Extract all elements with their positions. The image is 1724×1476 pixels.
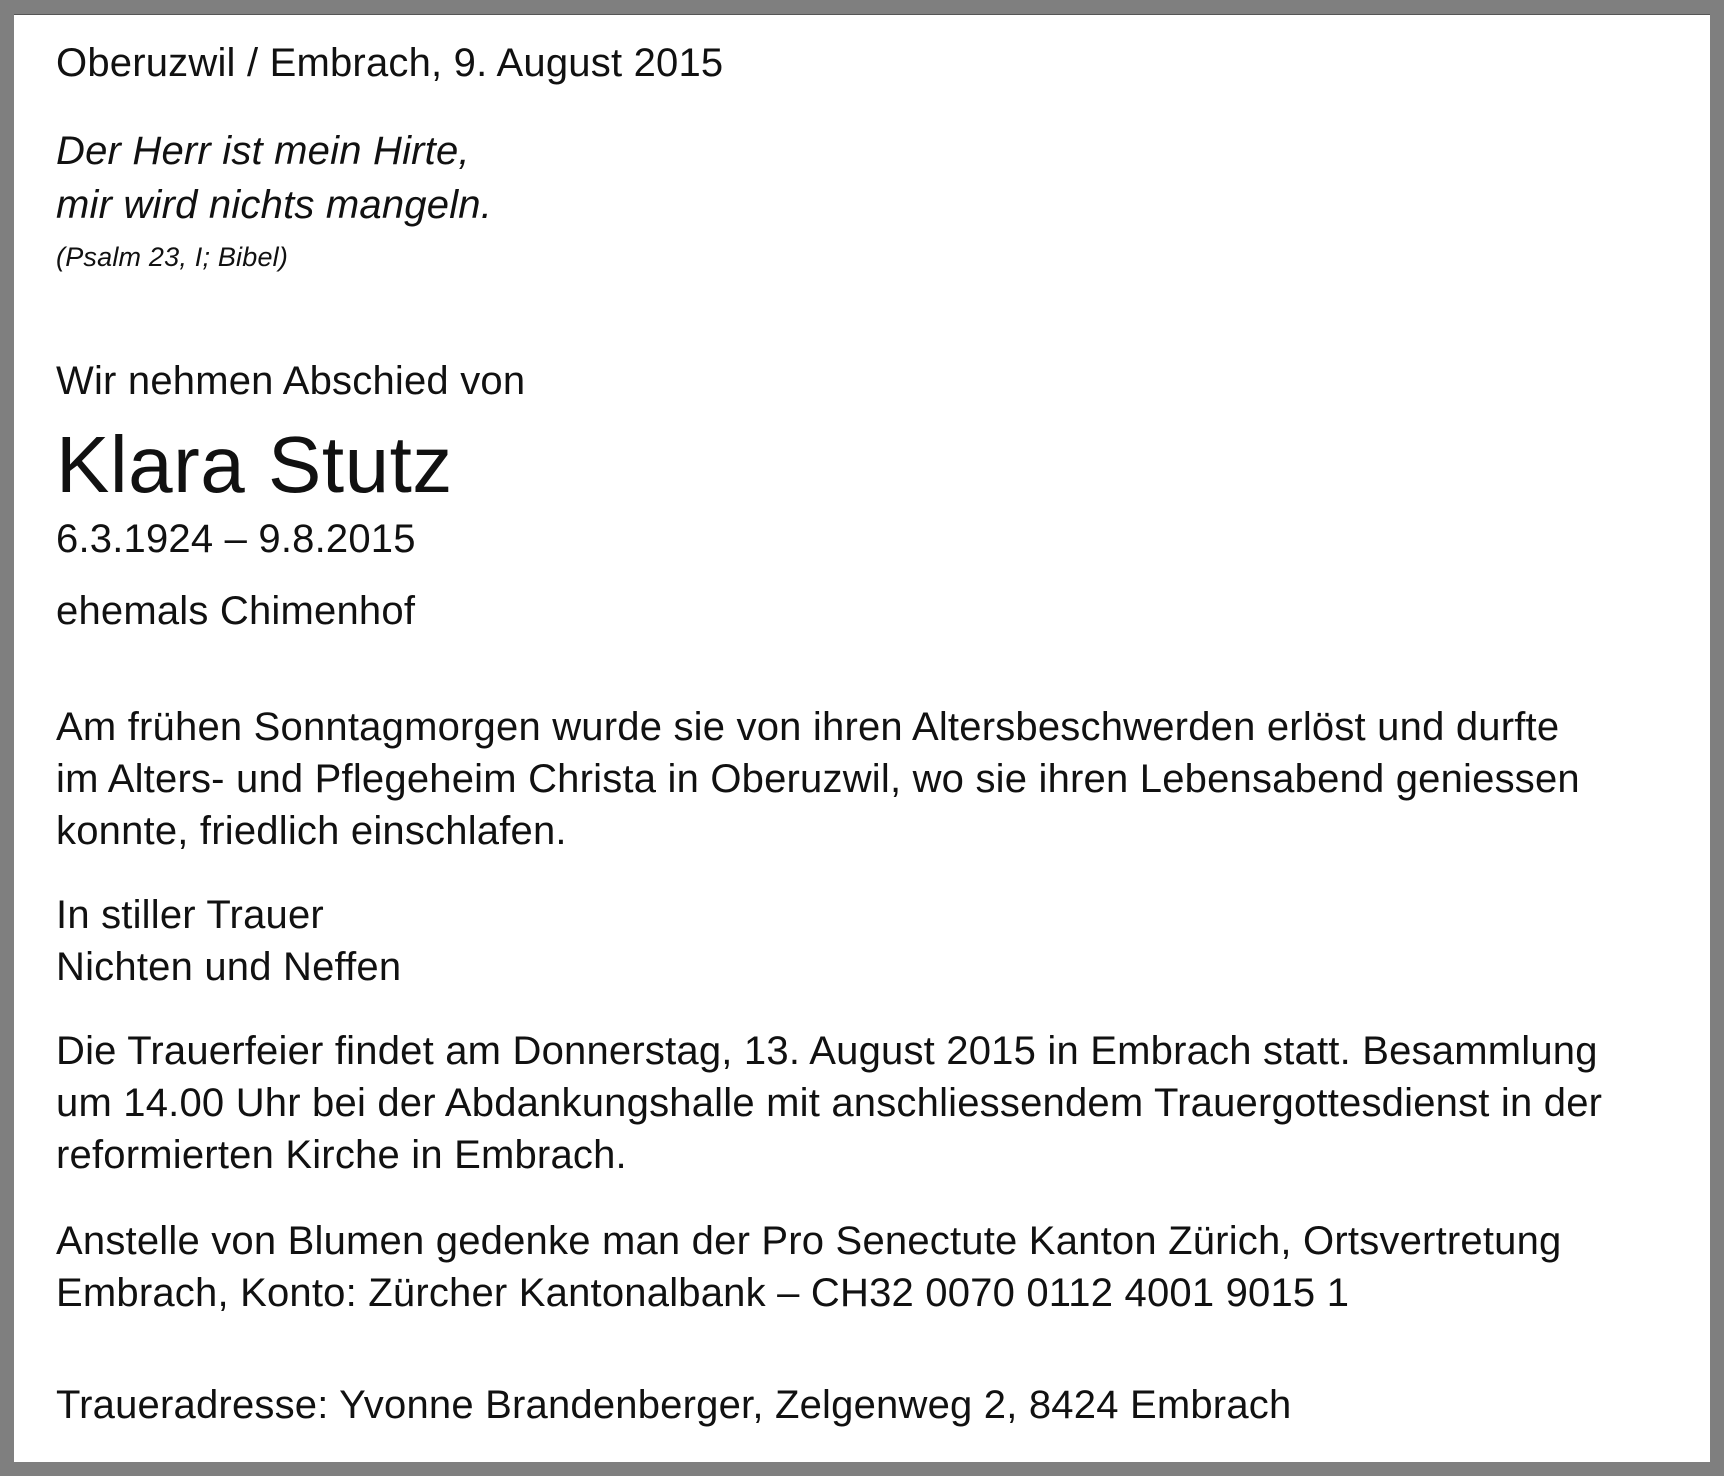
service-line-2: um 14.00 Uhr bei der Abdankungshalle mit anschliessendem Trauergottesdienst in der (56, 1081, 1603, 1125)
body-line-1: Am frühen Sonntagmorgen wurde sie von ihren Altersbeschwerden erlöst und durfte (56, 705, 1560, 749)
service-line-1: Die Trauerfeier findet am Donnerstag, 13. August 2015 in Embrach statt. Besammlung (56, 1029, 1598, 1073)
place-date: Oberuzwil / Embrach, 9. August 2015 (56, 41, 724, 85)
verse-source: (Psalm 23, I; Bibel) (56, 242, 289, 272)
obituary-notice (14, 14, 1710, 1462)
body-line-2: im Alters- und Pflegeheim Christa in Oberuzwil, wo sie ihren Lebensabend geniessen (56, 757, 1580, 801)
body-line-3: konnte, friedlich einschlafen. (56, 809, 567, 853)
mourning-line-1: In stiller Trauer (56, 893, 324, 937)
service-line-3: reformierten Kirche in Embrach. (56, 1133, 627, 1177)
mourning-line-2: Nichten und Neffen (56, 945, 402, 989)
deceased-name: Klara Stutz (56, 420, 453, 509)
donation-line-1: Anstelle von Blumen gedenke man der Pro Senectute Kanton Zürich, Ortsvertretung (56, 1219, 1562, 1263)
mourning-address: Traueradresse: Yvonne Brandenberger, Zelgenweg 2, 8424 Embrach (56, 1383, 1292, 1427)
verse-line-2: mir wird nichts mangeln. (56, 183, 493, 227)
life-dates: 6.3.1924 – 9.8.2015 (56, 517, 416, 561)
formerly-residence: ehemals Chimenhof (56, 589, 416, 633)
farewell-intro: Wir nehmen Abschied von (56, 359, 526, 403)
verse-line-1: Der Herr ist mein Hirte, (56, 129, 470, 173)
donation-line-2: Embrach, Konto: Zürcher Kantonalbank – CH32 0070 0112 4001 9015 1 (56, 1271, 1350, 1315)
